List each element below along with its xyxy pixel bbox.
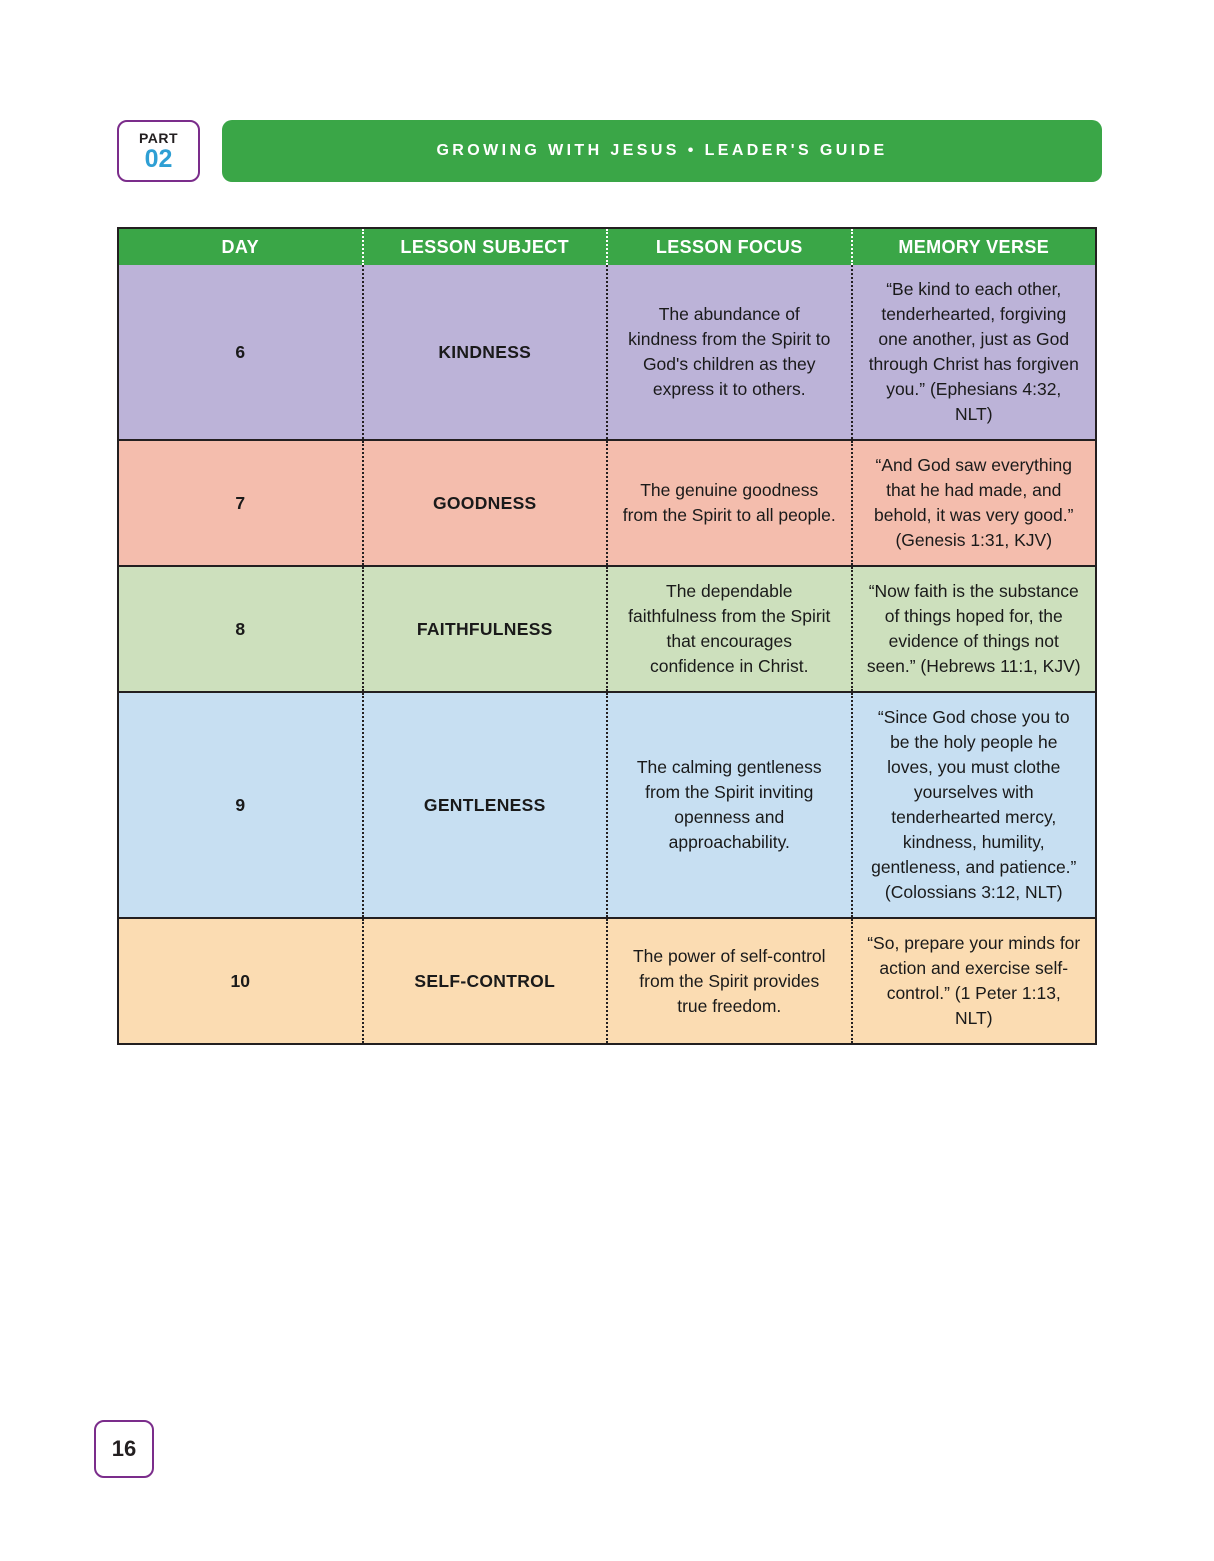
part-number: 02 xyxy=(144,145,173,173)
column-header-lesson-focus: LESSON FOCUS xyxy=(607,228,852,265)
cell-verse: “Be kind to each other, tenderhearted, forgiving one another, just as God through Christ has forgiven you.” (Ephesians 4:32, NLT) xyxy=(852,265,1097,440)
cell-subject: GOODNESS xyxy=(363,440,608,566)
header-banner xyxy=(222,120,1102,182)
table-row xyxy=(118,566,1096,692)
cell-focus: The calming gentleness from the Spirit inviting openness and approachability. xyxy=(607,692,852,918)
cell-verse: “So, prepare your minds for action and exercise self-control.” (1 Peter 1:13, NLT) xyxy=(852,918,1097,1044)
table-header xyxy=(118,228,1096,265)
header-title: GROWING WITH JESUS • LEADER'S GUIDE xyxy=(436,142,888,159)
page-number-badge xyxy=(94,1420,154,1478)
table-row xyxy=(118,440,1096,566)
table-body xyxy=(118,265,1096,1044)
cell-day: 9 xyxy=(118,692,363,918)
cell-verse: “Since God chose you to be the holy people he loves, you must clothe yourselves with tenderhearted mercy, kindness, humility, gentleness, and patience.” (Colossians 3:12, NLT) xyxy=(852,692,1097,918)
cell-subject: GENTLENESS xyxy=(363,692,608,918)
lesson-schedule-table xyxy=(117,227,1097,1045)
cell-subject: SELF-CONTROL xyxy=(363,918,608,1044)
column-header-day: DAY xyxy=(118,228,363,265)
table-row xyxy=(118,918,1096,1044)
cell-focus: The power of self-control from the Spirit provides true freedom. xyxy=(607,918,852,1044)
part-label: PART xyxy=(138,130,179,146)
cell-day: 10 xyxy=(118,918,363,1044)
page-header xyxy=(117,120,1102,182)
cell-subject: FAITHFULNESS xyxy=(363,566,608,692)
column-header-memory-verse: MEMORY VERSE xyxy=(852,228,1097,265)
cell-day: 8 xyxy=(118,566,363,692)
table-header-row xyxy=(118,228,1096,265)
column-header-lesson-subject: LESSON SUBJECT xyxy=(363,228,608,265)
page-number-label: 16 xyxy=(111,1436,137,1461)
cell-day: 7 xyxy=(118,440,363,566)
cell-verse: “And God saw everything that he had made, and behold, it was very good.” (Genesis 1:31, KJV) xyxy=(852,440,1097,566)
lesson-schedule-table-wrapper xyxy=(117,227,1097,1045)
part-badge xyxy=(117,120,200,182)
cell-day: 6 xyxy=(118,265,363,440)
table-row xyxy=(118,692,1096,918)
cell-subject: KINDNESS xyxy=(363,265,608,440)
table-row xyxy=(118,265,1096,440)
cell-focus: The genuine goodness from the Spirit to all people. xyxy=(607,440,852,566)
cell-focus: The abundance of kindness from the Spirit to God's children as they express it to others. xyxy=(607,265,852,440)
cell-focus: The dependable faithfulness from the Spirit that encourages confidence in Christ. xyxy=(607,566,852,692)
cell-verse: “Now faith is the substance of things hoped for, the evidence of things not seen.” (Hebrews 11:1, KJV) xyxy=(852,566,1097,692)
